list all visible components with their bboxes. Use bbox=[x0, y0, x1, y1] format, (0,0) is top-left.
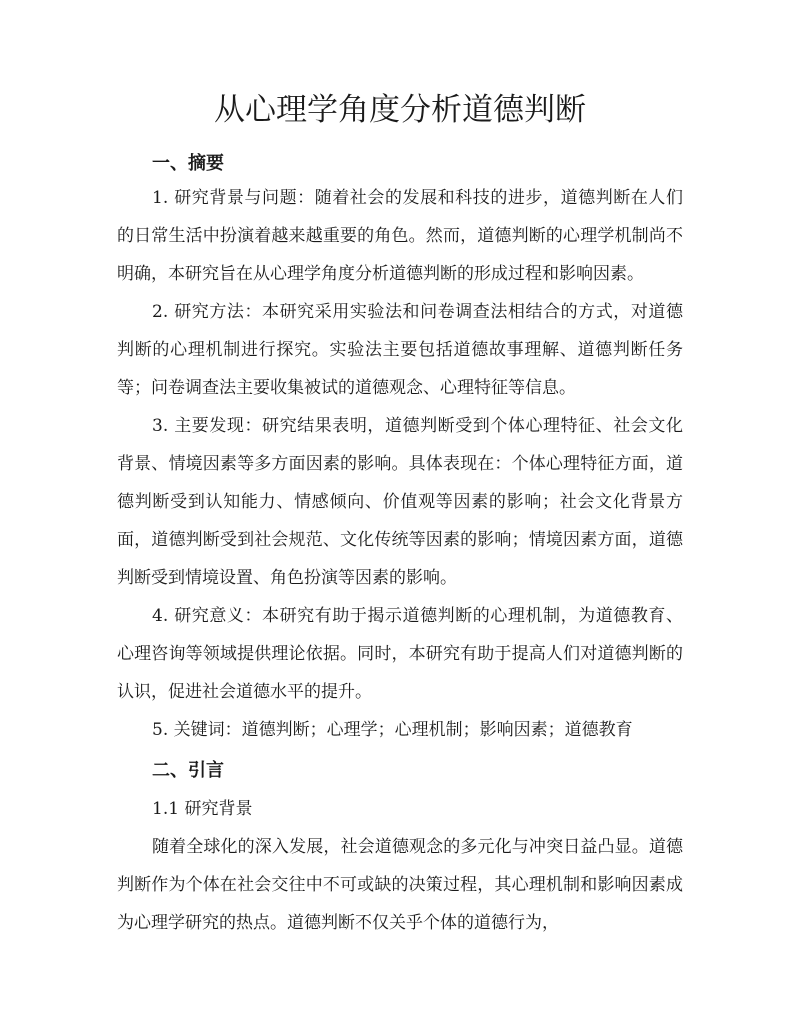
section-heading-introduction: 二、引言 bbox=[152, 760, 224, 781]
abstract-paragraph-background: 1. 研究背景与问题：随着社会的发展和科技的进步，道德判断在人们的日常生活中扮演着越来越重要的角色。然而，道德判断的心理学机制尚不明确，本研究旨在从心理学角度分析道德判断的形成过程和影响因素。 bbox=[117, 188, 683, 284]
introduction-paragraph: 随着全球化的深入发展，社会道德观念的多元化与冲突日益凸显。道德判断作为个体在社会交往中不可或缺的决策过程，其心理机制和影响因素成为心理学研究的热点。道德判断不仅关乎个体的道德行为， bbox=[117, 837, 683, 933]
abstract-paragraph-findings: 3. 主要发现：研究结果表明，道德判断受到个体心理特征、社会文化背景、情境因素等多方面因素的影响。具体表现在：个体心理特征方面，道德判断受到认知能力、情感倾向、价值观等因素的影响；社会文化背景方面，道德判断受到社会规范、文化传统等因素的影响；情境因素方面，道德判断受到情境设置、角色扮演等因素的影响。 bbox=[117, 416, 683, 588]
abstract-paragraph-keywords: 5. 关键词：道德判断；心理学；心理机制；影响因素；道德教育 bbox=[152, 720, 633, 740]
introduction-body bbox=[117, 828, 683, 942]
abstract-paragraph-significance: 4. 研究意义：本研究有助于揭示道德判断的心理机制，为道德教育、心理咨询等领域提供理论依据。同时，本研究有助于提高人们对道德判断的认识，促进社会道德水平的提升。 bbox=[117, 606, 683, 702]
subsection-heading-background: 1.1 研究背景 bbox=[152, 799, 253, 819]
section-heading-abstract: 一、摘要 bbox=[152, 153, 224, 174]
abstract-paragraph-methods: 2. 研究方法：本研究采用实验法和问卷调查法相结合的方式，对道德判断的心理机制进行探究。实验法主要包括道德故事理解、道德判断任务等；问卷调查法主要收集被试的道德观念、心理特征等信息。 bbox=[117, 302, 683, 398]
abstract-body bbox=[117, 179, 683, 749]
document-title: 从心理学角度分析道德判断 bbox=[214, 92, 586, 128]
